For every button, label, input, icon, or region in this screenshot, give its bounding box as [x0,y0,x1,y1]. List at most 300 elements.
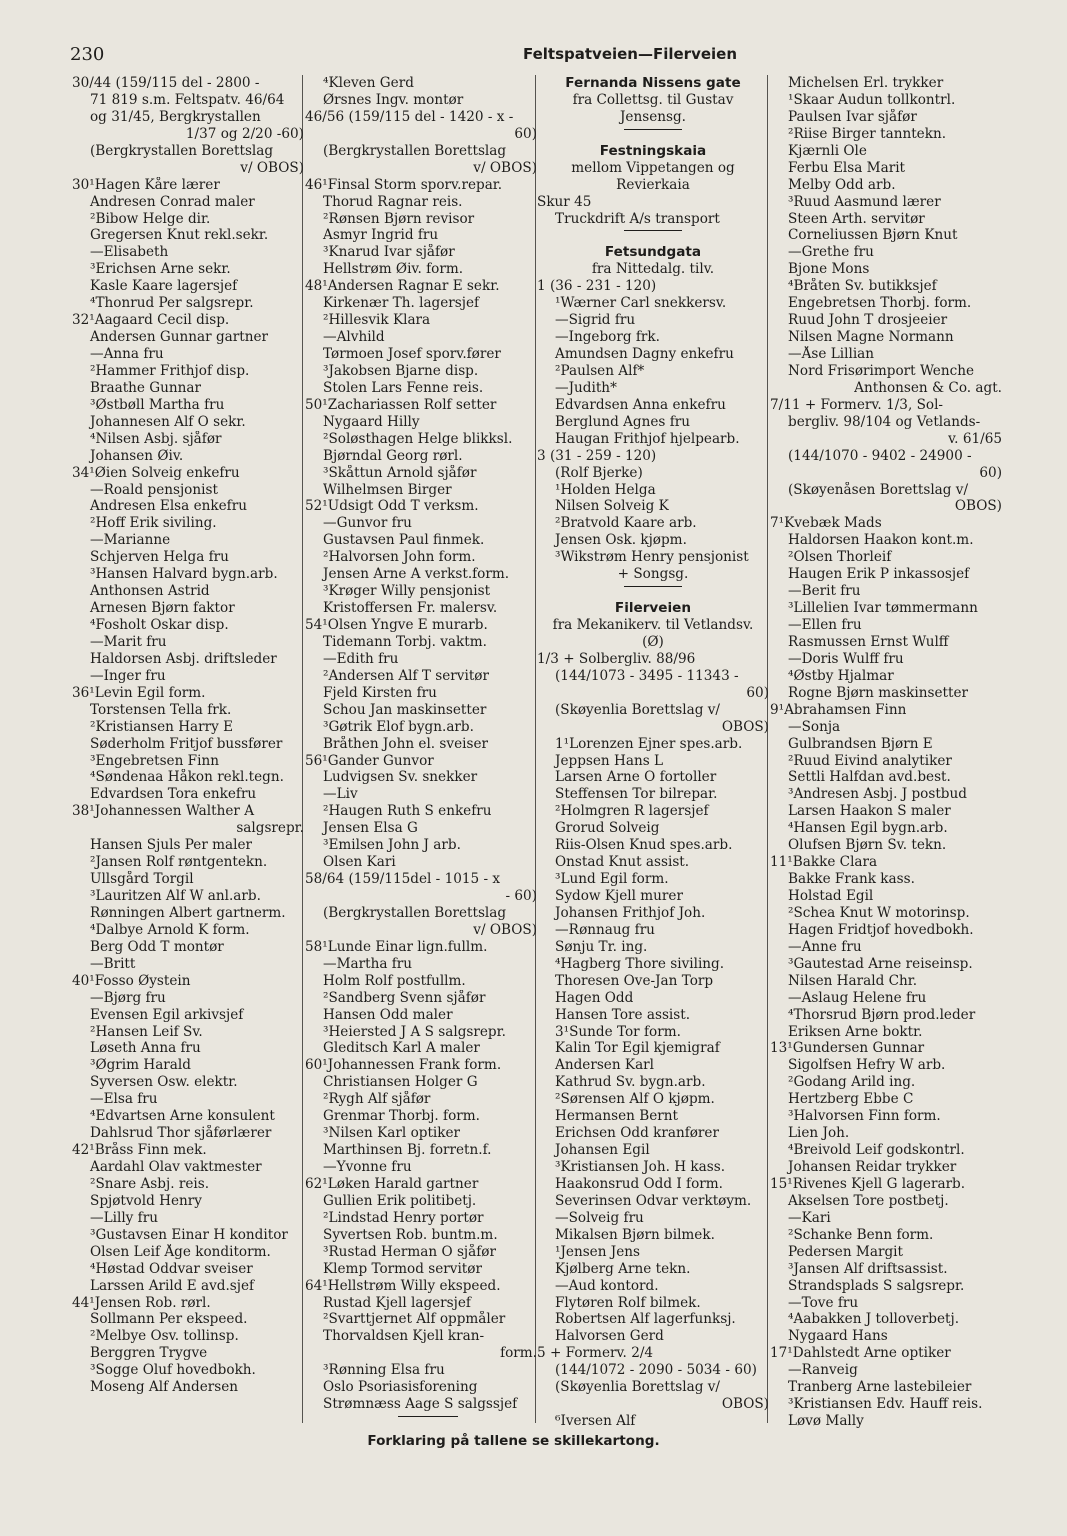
directory-line: —Åse Lillian [788,346,875,362]
directory-line: Corneliussen Bjørn Knut [788,227,958,244]
directory-line: (144/1072 - 2090 - 5034 - 60) [555,1362,757,1379]
directory-line: Erichsen Odd kranfører [555,1125,719,1142]
directory-line: Holstad Egil [788,888,874,904]
directory-line: v/ OBOS) [240,159,304,176]
directory-line: —Rønnaug fru [555,921,655,938]
directory-line: Hagen Fridtjof hovedbokh. [788,921,974,938]
directory-line: Hansen Tore assist. [555,1006,691,1023]
directory-line: —Grethe fru [788,244,874,261]
directory-line: Kristoffersen Fr. malersv. [323,600,498,617]
directory-line: Rasmussen Ernst Wulff [788,633,949,650]
directory-line: —Berit fru [788,583,861,600]
directory-line: 34¹Øien Solveig enkefru [72,464,240,481]
directory-line: ³Hansen Halvard bygn.arb. [90,566,278,583]
directory-line: v. 61/65 [948,430,1002,447]
directory-line: (144/1073 - 3495 - 11343 - [555,667,739,684]
directory-line: Torstensen Tella frk. [90,701,232,718]
directory-line: Severinsen Odvar verktøym. [555,1192,752,1209]
directory-line: ²Sandberg Svenn sjåfør [323,989,486,1006]
directory-line: - 60) [505,888,537,904]
directory-line: —Britt [90,955,136,972]
directory-line: Haugan Frithjof hjelpearb. [555,430,740,447]
directory-line: Braathe Gunnar [90,379,202,396]
directory-line: Fjeld Kirsten fru [323,684,437,701]
directory-line: 11¹Bakke Clara [770,854,878,871]
directory-line: 71 819 s.m. Feltspatv. 46/64 [90,91,285,108]
directory-line: OBOS) [954,498,1002,515]
directory-line: Michelsen Erl. trykker [788,75,944,91]
street-heading: Festningskaia [599,142,707,159]
directory-line: Skur 45 [537,193,592,210]
directory-line: ³Gautestad Arne reiseinsp. [788,955,973,972]
directory-line: Haugen Erik P inkassosjef [788,566,970,583]
directory-line: ²Lindstad Henry portør [323,1209,484,1226]
directory-line: ⁴Søndenaa Håkon rekl.tegn. [90,769,284,786]
directory-line: 3 (31 - 259 - 120) [537,447,657,464]
directory-line: OBOS) [721,1396,769,1413]
directory-line: Stolen Lars Fenne reis. [323,379,484,396]
directory-line: 36¹Levin Egil form. [72,684,206,701]
directory-line: (Skøyenlia Borettslag v/ [555,1379,720,1396]
directory-line: Jensen Arne A verkst.form. [323,566,510,583]
directory-line: ⁴Fosholt Oskar disp. [90,617,229,633]
column-3 [537,75,769,1430]
directory-line: Halvorsen Gerd [555,1328,664,1345]
directory-line: Berg Odd T montør [90,938,224,955]
directory-line: Strømnæss Aage S salgssjef [323,1396,518,1413]
directory-line: ¹Wærner Carl snekkersv. [555,295,727,312]
directory-line: Gullien Erik politibetj. [323,1192,477,1209]
directory-line: ²Svarttjernet Alf oppmåler [323,1311,506,1328]
directory-line: Strandsplads S salgsrepr. [788,1277,965,1294]
directory-line: —Edith fru [323,650,399,667]
directory-line: —Aslaug Helene fru [788,989,927,1006]
directory-line: ³Lillelien Ivar tømmermann [788,600,978,617]
directory-line: 56¹Gander Gunvor [305,752,434,769]
footer-note: Forklaring på tallene se skillekartong. [367,1433,660,1449]
directory-line: ³Rønning Elsa fru [323,1362,445,1379]
directory-line: Nilsen Harald Chr. [788,972,918,989]
directory-line: Sollmann Per ekspeed. [90,1311,248,1328]
directory-line: Nygaard Hilly [323,413,420,430]
directory-line: Syversen Osw. elektr. [90,1074,238,1091]
directory-line: ²Jansen Rolf røntgentekn. [90,854,268,871]
directory-line: —Lilly fru [90,1209,158,1226]
directory-line: 32¹Aagaard Cecil disp. [72,312,230,329]
directory-line: ³Ruud Aasmund lærer [788,193,941,210]
directory-line: Andresen Conrad maler [90,193,255,210]
directory-line: —Elisabeth [90,244,169,261]
directory-line: (Bergkrystallen Borettslag [90,142,274,159]
directory-line: —Solveig fru [555,1209,644,1226]
directory-line: Olsen Leif Åge konditorm. [90,1243,271,1260]
directory-line: Syvertsen Rob. buntm.m. [323,1226,498,1243]
directory-line: 15¹Rivenes Kjell G lagerarb. [770,1175,966,1192]
directory-line: Gustavsen Paul finmek. [323,532,485,549]
directory-line: —Marit fru [90,633,167,650]
directory-line: Steffensen Tor bilrepar. [555,786,718,803]
directory-line: ³Nilsen Karl optiker [323,1125,461,1142]
directory-line: Johansen Frithjof Joh. [555,904,706,921]
directory-line: form. [500,1345,537,1362]
directory-line: Onstad Knut assist. [555,854,690,871]
directory-line: Pedersen Margit [788,1243,903,1260]
directory-line: Andersen Karl [555,1057,655,1074]
directory-line: ²Hillesvik Klara [323,312,431,329]
directory-line: —Inger fru [90,667,166,684]
directory-line: ²Schanke Benn form. [788,1226,934,1243]
directory-line: Engebretsen Thorbj. form. [788,295,972,312]
directory-line: 44¹Jensen Rob. rørl. [72,1294,211,1311]
directory-line: Hertzberg Ebbe C [788,1091,914,1108]
directory-line: —Tove fru [788,1294,859,1311]
directory-line: Løvø Mally [788,1413,864,1430]
directory-line: Christiansen Holger G [323,1074,478,1091]
directory-line: ²Hammer Frithjof disp. [90,362,250,379]
directory-line: Sydow Kjell murer [555,888,683,904]
directory-line: (Skøyenåsen Borettslag v/ [788,481,969,498]
directory-line: Thorvaldsen Kjell kran- [323,1328,485,1345]
directory-line: Haldorsen Haakon kont.m. [788,532,974,549]
directory-line: ⁶Iversen Alf [555,1413,636,1430]
directory-line: Sigolfsen Hefry W arb. [788,1057,946,1074]
directory-line: Ørsnes Ingv. montør [323,91,464,108]
directory-line: ³Øgrim Harald [90,1057,191,1074]
directory-line: Grenmar Thorbj. form. [323,1108,480,1125]
directory-line: 30¹Hagen Kåre lærer [72,176,220,193]
directory-line: 1/3 + Solbergliv. 88/96 [537,650,696,667]
directory-line: Edvardsen Anna enkefru [555,396,726,413]
directory-line: Haakonsrud Odd I form. [555,1175,723,1192]
street-heading: Fernanda Nissens gate [565,75,741,91]
directory-line: —Aud kontord. [555,1277,659,1294]
directory-line: 46/56 (159/115 del - 1420 - x - [305,108,514,125]
directory-line: Kirkenær Th. lagersjef [323,295,480,312]
directory-line: 1 (36 - 231 - 120) [537,278,657,295]
directory-line: ²Paulsen Alf* [555,362,645,379]
directory-line: Akselsen Tore postbetj. [788,1192,949,1209]
running-title: Feltspatveien—Filerveien [522,45,738,63]
directory-line: —Ellen fru [788,617,862,633]
directory-line: ¹Holden Helga [555,481,656,498]
page-header [70,44,1010,68]
directory-line: ³Kristiansen Edv. Hauff reis. [788,1396,983,1413]
directory-line: Nord Frisørimport Wenche [788,362,975,379]
directory-line: —Anna fru [90,346,164,362]
directory-line: Asmyr Ingrid fru [323,227,439,244]
directory-line: v/ OBOS) [473,921,537,938]
directory-line: ²Andersen Alf T servitør [323,667,489,684]
directory-line: —Ingeborg frk. [555,329,660,346]
directory-line: salgsrepr. [236,820,304,837]
directory-line: ³Østbøll Martha fru [90,396,225,413]
directory-line: 48¹Andersen Ragnar E sekr. [305,278,500,295]
directory-line: ³Sogge Oluf hovedbokh. [90,1362,256,1379]
directory-line: ⁴Nilsen Asbj. sjåfør [90,430,222,447]
directory-line: ⁴Kleven Gerd [323,75,414,91]
directory-line: —Yvonne fru [323,1159,412,1175]
directory-line: Lien Joh. [788,1125,850,1142]
directory-line: 40¹Fosso Øystein [72,972,191,989]
directory-line: ²Bratvold Kaare arb. [555,515,697,532]
directory-line: ²Godang Arild ing. [788,1074,916,1091]
directory-line: Oslo Psoriasisforening [323,1379,478,1396]
directory-line: ³Krøger Willy pensjonist [323,583,491,600]
directory-line: Jensen Elsa G [323,820,418,837]
directory-line: ³Jansen Alf driftsassist. [788,1260,948,1277]
directory-line: 42¹Bråss Finn mek. [72,1142,207,1159]
directory-line: ³Knarud Ivar sjåfør [323,244,455,261]
column-2 [305,75,537,1413]
directory-line: Marthinsen Bj. forretn.f. [323,1142,492,1159]
directory-line: ²Hoff Erik siviling. [90,515,217,532]
directory-line: Tranberg Arne lastebileier [788,1379,972,1396]
directory-line: Olufsen Bjørn Sv. tekn. [788,837,947,854]
directory-line: ⁴Hagberg Thore siviling. [555,955,725,972]
directory-line: ³Lund Egil form. [555,871,669,888]
directory-line: Riis-Olsen Knud spes.arb. [555,837,733,854]
directory-line: ⁴Hansen Egil bygn.arb. [788,820,948,837]
directory-line: Larsen Arne O fortoller [555,769,717,786]
directory-line: ²Hansen Leif Sv. [90,1023,203,1040]
directory-line: Grorud Solveig [555,820,660,837]
directory-line: —Alvhild [323,329,385,346]
directory-line: Gulbrandsen Bjørn E [788,735,933,752]
directory-line: ³Gustavsen Einar H konditor [90,1226,288,1243]
directory-line: Arnesen Bjørn faktor [90,600,235,617]
directory-line: Johannesen Alf O sekr. [90,413,246,430]
directory-line: Bjone Mons [788,261,870,278]
directory-line: ²Snare Asbj. reis. [90,1175,210,1192]
directory-line: Tidemann Torbj. vaktm. [323,633,487,650]
page-number: 230 [70,44,105,65]
section-rule [537,126,769,143]
directory-line: Dahlsrud Thor sjåførlærer [90,1125,272,1142]
directory-line: Jensensg. [619,108,687,125]
directory-line: —Sigrid fru [555,312,636,329]
directory-line: 64¹Hellstrøm Willy ekspeed. [305,1277,501,1294]
directory-line: Anthonsen Astrid [90,583,210,600]
directory-line: Truckdrift A/s transport [555,210,720,227]
directory-line: ²Holmgren R lagersjef [555,803,709,820]
directory-line: (Skøyenlia Borettslag v/ [555,701,720,718]
directory-line: 60) [514,125,537,142]
directory-line: Schjerven Helga fru [90,549,229,566]
directory-line: ²Bibow Helge dir. [90,210,211,227]
directory-line: Spjøtvold Henry [90,1192,202,1209]
directory-line: Jeppsen Hans L [555,752,664,769]
directory-line: 58¹Lunde Einar lign.fullm. [305,938,488,955]
directory-line: 30/44 (159/115 del - 2800 - [72,75,260,91]
directory-line: ³Kristiansen Joh. H kass. [555,1159,726,1175]
directory-line: Hagen Odd [555,989,634,1006]
directory-line: Rustad Kjell lagersjef [323,1294,471,1311]
directory-line: ³Wikstrøm Henry pensjonist [555,549,749,566]
directory-line: —Kari [788,1209,831,1226]
directory-line: 62¹Løken Harald gartner [305,1175,479,1192]
directory-line: 38¹Johannessen Walther A [72,803,255,820]
directory-line: Berggren Trygve [90,1345,208,1362]
directory-line: (Bergkrystallen Borettslag [323,142,507,159]
directory-line: ⁴Bråten Sv. butikksjef [788,278,937,295]
directory-line: fra Collettsg. til Gustav [572,91,734,108]
directory-line: Nygaard Hans [788,1328,888,1345]
directory-line: ¹Skaar Audun tollkontrl. [788,91,956,108]
directory-line: ²Kristiansen Harry E [90,718,234,735]
directory-line: ²Soløsthagen Helge blikksl. [323,430,513,447]
directory-line: Johansen Øiv. [90,447,184,464]
directory-line: fra Mekanikerv. til Vetlandsv. [552,617,754,633]
directory-line: ³Halvorsen Finn form. [788,1108,941,1125]
directory-line: ³Andresen Asbj. J postbud [788,786,967,803]
directory-line: Olsen Kari [323,854,396,871]
directory-line: Bakke Frank kass. [788,871,915,888]
directory-line: Amundsen Dagny enkefru [555,346,734,362]
directory-line: ³Lauritzen Alf W anl.arb. [90,888,261,904]
directory-line: 7¹Kvebæk Mads [770,515,882,532]
directory-line: Moseng Alf Andersen [90,1379,239,1396]
directory-line: Schou Jan maskinsetter [323,701,487,718]
directory-line: Hansen Odd maler [323,1006,453,1023]
directory-line: Kjølberg Arne tekn. [555,1260,691,1277]
directory-line: —Liv [323,786,358,803]
section-rule [537,227,769,244]
directory-line: 50¹Zachariassen Rolf setter [305,396,497,413]
directory-line: —Martha fru [323,955,413,972]
directory-line: Nilsen Magne Normann [788,329,954,346]
directory-line: Revierkaia [616,176,690,193]
directory-line: Bjørndal Georg rørl. [323,447,463,464]
directory-line: Johansen Egil [555,1142,650,1159]
directory-line: Rogne Bjørn maskinsetter [788,684,969,701]
directory-line: Larssen Arild E avd.sjef [90,1277,255,1294]
directory-line: Kalin Tor Egil kjemigraf [555,1040,720,1057]
directory-line: Løseth Anna fru [90,1040,201,1057]
section-rule [537,583,769,600]
directory-line: ⁴Aabakken J tolloverbetj. [788,1311,960,1328]
directory-line: ⁴Edvartsen Arne konsulent [90,1108,275,1125]
directory-line: ²Ruud Eivind analytiker [788,752,952,769]
directory-line: Haldorsen Asbj. driftsleder [90,650,277,667]
directory-line: 3¹Sunde Tor form. [555,1023,681,1040]
directory-line: ⁴Østby Hjalmar [788,667,894,684]
directory-line: Nilsen Solveig K [555,498,669,515]
directory-line: ³Engebretsen Finn [90,752,219,769]
directory-line: bergliv. 98/104 og Vetlands- [788,413,981,430]
directory-line: Hansen Sjuls Per maler [90,837,253,854]
directory-line: Andersen Gunnar gartner [90,329,269,346]
directory-line: 5 + Formerv. 2/4 [537,1345,654,1362]
directory-line: Andresen Elsa enkefru [90,498,247,515]
directory-line: Ludvigsen Sv. snekker [323,769,478,786]
directory-line: 58/64 (159/115del - 1015 - x [305,871,501,888]
directory-line: ³Rustad Herman O sjåfør [323,1243,496,1260]
directory-line: Flytøren Rolf bilmek. [555,1294,701,1311]
directory-line: fra Nittedalg. tilv. [591,261,715,278]
directory-line: (Bergkrystallen Borettslag [323,904,507,921]
column-end-rule [398,1416,458,1417]
directory-line: OBOS) [721,718,769,735]
directory-line: Wilhelmsen Birger [323,481,452,498]
directory-line: Rønningen Albert gartnerm. [90,904,286,921]
directory-line: ²Haugen Ruth S enkefru [323,803,492,820]
directory-line: ³Heiersted J A S salgsrepr. [323,1023,506,1040]
directory-line: ²Olsen Thorleif [788,549,892,566]
directory-line: Kjærnli Ole [788,142,867,159]
directory-line: ²Sørensen Alf O kjøpm. [555,1091,715,1108]
directory-line: (144/1070 - 9402 - 24900 - [788,447,972,464]
street-heading: Filerveien [614,600,692,617]
directory-line: (Ø) [642,633,664,650]
street-heading: Fetsundgata [604,244,702,261]
directory-line: Ferbu Elsa Marit [788,159,906,176]
directory-line: —Anne fru [788,938,862,955]
directory-line: Robertsen Alf lagerfunksj. [555,1311,736,1328]
directory-line: —Doris Wulff fru [788,650,904,667]
directory-line: ²Melbye Osv. tollinsp. [90,1328,239,1345]
directory-line: —Judith* [555,379,617,396]
directory-line: ¹Jensen Jens [555,1243,641,1260]
directory-line: 17¹Dahlstedt Arne optiker [770,1345,951,1362]
directory-line: 60¹Johannessen Frank form. [305,1057,502,1074]
directory-line: Thorud Ragnar reis. [323,193,463,210]
directory-line: 46¹Finsal Storm sporv.repar. [305,176,503,193]
directory-line: Edvardsen Tora enkefru [90,786,257,803]
directory-line: ²Rønsen Bjørn revisor [323,210,475,227]
directory-line: Sønju Tr. ing. [555,938,648,955]
directory-line: Jensen Osk. kjøpm. [555,532,687,549]
directory-line: Bråthen John el. sveiser [323,735,488,752]
directory-line: Eriksen Arne boktr. [788,1023,923,1040]
directory-line: —Ranveig [788,1362,858,1379]
directory-line: Hellstrøm Øiv. form. [323,261,464,278]
directory-line: 1/37 og 2/20 -60) [185,125,304,142]
column-4 [770,75,1002,1430]
directory-line: —Elsa fru [90,1091,158,1108]
directory-line: Aardahl Olav vaktmester [90,1159,262,1175]
directory-line: ²Schea Knut W motorinsp. [788,904,970,921]
directory-line: ⁴Thorsrud Bjørn prod.leder [788,1006,976,1023]
directory-line: 54¹Olsen Yngve E murarb. [305,617,488,633]
directory-line: Steen Arth. servitør [788,210,925,227]
directory-line: Larsen Haakon S maler [788,803,951,820]
directory-line: Kathrud Sv. bygn.arb. [555,1074,706,1091]
directory-line: Hermansen Bernt [555,1108,678,1125]
directory-line: 60) [746,684,769,701]
directory-line: —Gunvor fru [323,515,412,532]
directory-line: —Sonja [788,718,841,735]
directory-line: 13¹Gundersen Gunnar [770,1040,925,1057]
column-1 [72,75,304,1396]
directory-line: 1¹Lorenzen Ejner spes.arb. [555,735,743,752]
directory-line: —Marianne [90,532,171,549]
directory-line: 9¹Abrahamsen Finn [770,701,907,718]
directory-line: ³Gøtrik Elof bygn.arb. [323,718,474,735]
directory-line: ³Erichsen Arne sekr. [90,261,231,278]
directory-line: Mikalsen Bjørn bilmek. [555,1226,715,1243]
directory-line: 52¹Udsigt Odd T verksm. [305,498,479,515]
directory-line: Evensen Egil arkivsjef [90,1006,244,1023]
directory-line: ⁴Høstad Oddvar sveiser [90,1260,253,1277]
directory-line: Paulsen Ivar sjåfør [788,108,917,125]
directory-line: (Rolf Bjerke) [555,464,643,481]
directory-line: Kasle Kaare lagersjef [90,278,238,295]
directory-line: mellom Vippetangen og [571,159,735,176]
directory-line: ⁴Thonrud Per salgsrepr. [90,295,254,312]
directory-line: ³Jakobsen Bjarne disp. [323,362,479,379]
directory-line: ²Riise Birger tanntekn. [788,125,947,142]
directory-line: Anthonsen & Co. agt. [854,379,1002,396]
